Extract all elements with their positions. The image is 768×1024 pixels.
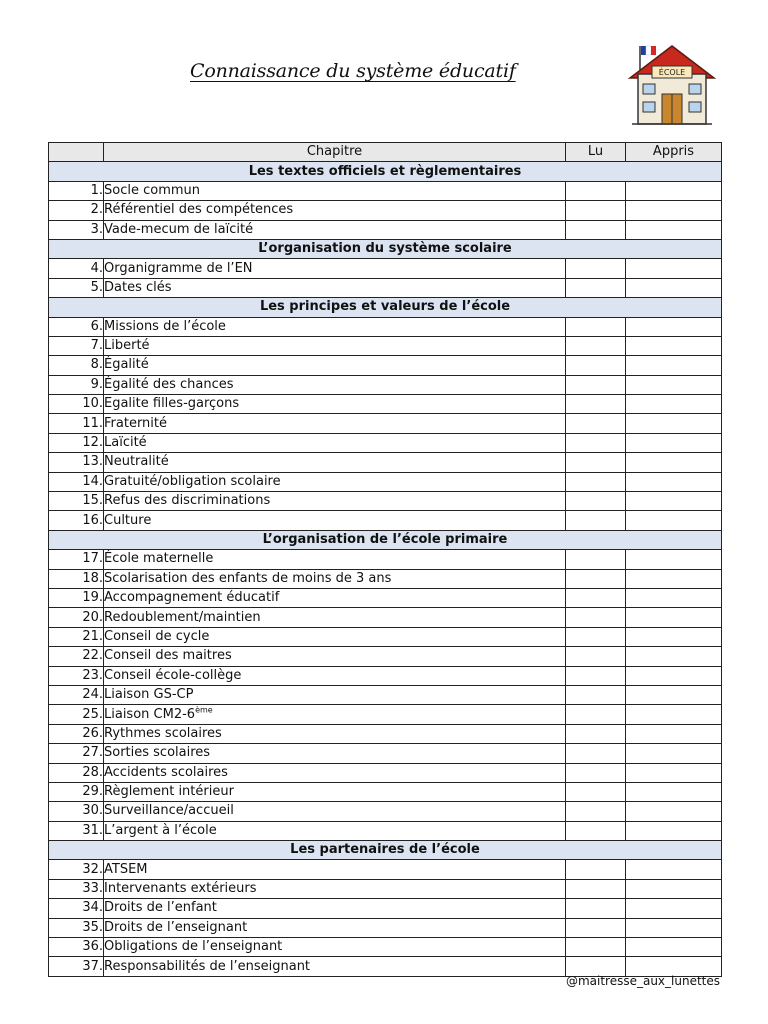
read-checkbox-cell[interactable] — [566, 414, 626, 433]
item-label-cell — [104, 375, 566, 394]
item-number: 22. — [49, 647, 104, 666]
section-header-row — [49, 841, 722, 860]
item-number: 31. — [49, 821, 104, 840]
section-title: L’organisation du système scolaire — [49, 239, 722, 258]
learned-checkbox-cell[interactable] — [626, 705, 722, 724]
section-title: L’organisation de l’école primaire — [49, 530, 722, 549]
school-house-with-flag-icon — [624, 40, 720, 130]
item-number: 10. — [49, 395, 104, 414]
item-number: 30. — [49, 802, 104, 821]
item-label: Vade-mecum de laïcité — [104, 221, 254, 237]
table-row — [49, 492, 722, 511]
read-checkbox-cell[interactable] — [566, 744, 626, 763]
table-row — [49, 375, 722, 394]
item-label: Conseil de cycle — [104, 628, 210, 644]
item-number: 33. — [49, 879, 104, 898]
item-number: 36. — [49, 938, 104, 957]
item-label-cell — [104, 220, 566, 239]
item-label: Liaison GS-CP — [104, 687, 194, 703]
item-label-cell — [104, 608, 566, 627]
item-label: Obligations de l’enseignant — [104, 939, 283, 955]
item-label-cell — [104, 860, 566, 879]
item-number: 16. — [49, 511, 104, 530]
item-label-cell — [104, 395, 566, 414]
item-number: 19. — [49, 588, 104, 607]
item-number: 26. — [49, 724, 104, 743]
item-label: Règlement intérieur — [104, 784, 234, 800]
item-label-cell — [104, 472, 566, 491]
item-label-cell — [104, 899, 566, 918]
item-label: Égalité des chances — [104, 376, 234, 392]
section-title: Les principes et valeurs de l’école — [49, 298, 722, 317]
table-row — [49, 744, 722, 763]
item-label-cell — [104, 666, 566, 685]
learned-checkbox-cell[interactable] — [626, 782, 722, 801]
learned-checkbox-cell[interactable] — [626, 414, 722, 433]
learned-checkbox-cell[interactable] — [626, 685, 722, 704]
read-checkbox-cell[interactable] — [566, 938, 626, 957]
learned-checkbox-cell[interactable] — [626, 569, 722, 588]
table-header-row — [49, 143, 722, 162]
item-number: 24. — [49, 685, 104, 704]
item-label: Neutralité — [104, 454, 169, 470]
table-row — [49, 899, 722, 918]
table-row — [49, 278, 722, 297]
item-number: 35. — [49, 918, 104, 937]
item-number: 17. — [49, 550, 104, 569]
section-header-row — [49, 162, 722, 181]
item-number: 14. — [49, 472, 104, 491]
learned-checkbox-cell[interactable] — [626, 356, 722, 375]
learned-checkbox-cell[interactable] — [626, 899, 722, 918]
read-checkbox-cell[interactable] — [566, 511, 626, 530]
item-number: 27. — [49, 744, 104, 763]
table-row — [49, 588, 722, 607]
table-row — [49, 860, 722, 879]
table-row — [49, 433, 722, 452]
item-label: Refus des discriminations — [104, 493, 271, 509]
item-label: Droits de l’enseignant — [104, 919, 248, 935]
read-checkbox-cell[interactable] — [566, 278, 626, 297]
item-label-cell — [104, 879, 566, 898]
learned-checkbox-cell[interactable] — [626, 220, 722, 239]
learned-checkbox-cell[interactable] — [626, 336, 722, 355]
item-label-cell — [104, 492, 566, 511]
table-row — [49, 608, 722, 627]
section-header-row — [49, 239, 722, 258]
item-label: Liberté — [104, 338, 150, 354]
item-number: 37. — [49, 957, 104, 976]
chapter-checklist-table — [48, 142, 722, 977]
item-number: 12. — [49, 433, 104, 452]
item-label-cell — [104, 647, 566, 666]
item-label-cell — [104, 918, 566, 937]
item-number: 9. — [49, 375, 104, 394]
item-label-cell — [104, 181, 566, 200]
item-number: 4. — [49, 259, 104, 278]
item-label-cell — [104, 685, 566, 704]
learned-checkbox-cell[interactable] — [626, 259, 722, 278]
item-label-cell — [104, 317, 566, 336]
item-label-cell — [104, 511, 566, 530]
learned-checkbox-cell[interactable] — [626, 763, 722, 782]
item-label-cell — [104, 569, 566, 588]
table-row — [49, 550, 722, 569]
item-label: Accompagnement éducatif — [104, 590, 280, 606]
learned-checkbox-cell[interactable] — [626, 860, 722, 879]
learned-checkbox-cell[interactable] — [626, 627, 722, 646]
item-label-cell — [104, 938, 566, 957]
item-label-cell — [104, 336, 566, 355]
item-label-cell — [104, 453, 566, 472]
read-checkbox-cell[interactable] — [566, 666, 626, 685]
learned-checkbox-cell[interactable] — [626, 821, 722, 840]
table-row — [49, 685, 722, 704]
item-label: Redoublement/maintien — [104, 609, 261, 625]
table-row — [49, 724, 722, 743]
document-title: Connaissance du système éducatif — [190, 60, 516, 82]
learned-checkbox-cell[interactable] — [626, 802, 722, 821]
section-title: Les partenaires de l’école — [49, 841, 722, 860]
read-checkbox-cell[interactable] — [566, 918, 626, 937]
table-row — [49, 259, 722, 278]
item-label: Organigramme de l’EN — [104, 260, 253, 276]
table-row — [49, 821, 722, 840]
item-label: Responsabilités de l’enseignant — [104, 958, 311, 974]
section-title: Les textes officiels et règlementaires — [49, 162, 722, 181]
table-row — [49, 453, 722, 472]
item-label-cell — [104, 550, 566, 569]
item-label-cell — [104, 821, 566, 840]
learned-checkbox-cell[interactable] — [626, 317, 722, 336]
item-label: Référentiel des compétences — [104, 202, 294, 218]
learned-checkbox-cell[interactable] — [626, 879, 722, 898]
item-label-cell — [104, 802, 566, 821]
read-checkbox-cell[interactable] — [566, 821, 626, 840]
number-column-header — [49, 143, 104, 162]
item-number: 21. — [49, 627, 104, 646]
read-checkbox-cell[interactable] — [566, 472, 626, 491]
learned-checkbox-cell[interactable] — [626, 744, 722, 763]
item-number: 6. — [49, 317, 104, 336]
item-label-cell — [104, 705, 566, 724]
item-label: Intervenants extérieurs — [104, 881, 257, 897]
item-number: 28. — [49, 763, 104, 782]
table-row — [49, 220, 722, 239]
item-number: 13. — [49, 453, 104, 472]
item-label: Conseil école-collège — [104, 667, 242, 683]
item-number: 25. — [49, 705, 104, 724]
learned-checkbox-cell[interactable] — [626, 375, 722, 394]
table-row — [49, 802, 722, 821]
item-number: 18. — [49, 569, 104, 588]
table-row — [49, 647, 722, 666]
table-row — [49, 627, 722, 646]
item-label-cell — [104, 201, 566, 220]
learned-checkbox-cell[interactable] — [626, 492, 722, 511]
item-label-cell — [104, 259, 566, 278]
read-checkbox-cell[interactable] — [566, 433, 626, 452]
table-row — [49, 879, 722, 898]
table-row — [49, 317, 722, 336]
item-label: Gratuité/obligation scolaire — [104, 473, 281, 489]
learned-checkbox-cell[interactable] — [626, 666, 722, 685]
read-checkbox-cell[interactable] — [566, 259, 626, 278]
chapter-column-header: Chapitre — [104, 143, 566, 162]
read-checkbox-cell[interactable] — [566, 685, 626, 704]
table-row — [49, 938, 722, 957]
learned-checkbox-cell[interactable] — [626, 918, 722, 937]
item-label: Laïcité — [104, 435, 147, 451]
read-checkbox-cell[interactable] — [566, 317, 626, 336]
read-checkbox-cell[interactable] — [566, 802, 626, 821]
item-label: Liaison CM2-6 — [104, 706, 196, 722]
read-checkbox-cell[interactable] — [566, 356, 626, 375]
item-number: 23. — [49, 666, 104, 685]
read-checkbox-cell[interactable] — [566, 705, 626, 724]
item-label: ATSEM — [104, 861, 148, 877]
learned-checkbox-cell[interactable] — [626, 453, 722, 472]
item-label: Conseil des maitres — [104, 648, 232, 664]
table-row — [49, 782, 722, 801]
item-label: Egalite filles-garçons — [104, 396, 240, 412]
learned-checkbox-cell[interactable] — [626, 938, 722, 957]
learned-checkbox-cell[interactable] — [626, 278, 722, 297]
read-checkbox-cell[interactable] — [566, 627, 626, 646]
item-number: 15. — [49, 492, 104, 511]
item-label-cell — [104, 744, 566, 763]
item-number: 11. — [49, 414, 104, 433]
read-checkbox-cell[interactable] — [566, 336, 626, 355]
table-row — [49, 414, 722, 433]
read-checkbox-cell[interactable] — [566, 375, 626, 394]
item-number: 20. — [49, 608, 104, 627]
table-row — [49, 395, 722, 414]
item-number: 5. — [49, 278, 104, 297]
learned-column-header: Appris — [626, 143, 722, 162]
item-label: Dates clés — [104, 279, 172, 295]
table-row — [49, 336, 722, 355]
item-number: 2. — [49, 201, 104, 220]
item-label-cell — [104, 724, 566, 743]
item-label-cell — [104, 627, 566, 646]
table-row — [49, 705, 722, 724]
table-row — [49, 918, 722, 937]
item-number: 7. — [49, 336, 104, 355]
learned-checkbox-cell[interactable] — [626, 608, 722, 627]
item-label-cell — [104, 763, 566, 782]
learned-checkbox-cell[interactable] — [626, 724, 722, 743]
learned-checkbox-cell[interactable] — [626, 550, 722, 569]
learned-checkbox-cell[interactable] — [626, 472, 722, 491]
item-label-cell — [104, 356, 566, 375]
item-label-cell — [104, 957, 566, 976]
read-checkbox-cell[interactable] — [566, 899, 626, 918]
table-row — [49, 472, 722, 491]
item-label: Accidents scolaires — [104, 764, 228, 780]
table-row — [49, 356, 722, 375]
item-label: Scolarisation des enfants de moins de 3 ans — [104, 570, 392, 586]
item-label-cell — [104, 588, 566, 607]
item-label: Égalité — [104, 357, 149, 373]
item-label-cell — [104, 433, 566, 452]
read-checkbox-cell[interactable] — [566, 860, 626, 879]
author-credit: @maitresse_aux_lunettes — [565, 974, 720, 988]
read-checkbox-cell[interactable] — [566, 782, 626, 801]
item-label: Droits de l’enfant — [104, 900, 217, 916]
learned-checkbox-cell[interactable] — [626, 588, 722, 607]
table-row — [49, 201, 722, 220]
read-checkbox-cell[interactable] — [566, 608, 626, 627]
item-label: Missions de l’école — [104, 318, 226, 334]
item-number: 8. — [49, 356, 104, 375]
item-label: Sorties scolaires — [104, 745, 211, 761]
table-row — [49, 569, 722, 588]
item-number: 29. — [49, 782, 104, 801]
read-checkbox-cell[interactable] — [566, 550, 626, 569]
item-number: 1. — [49, 181, 104, 200]
item-label-cell — [104, 414, 566, 433]
read-column-header: Lu — [566, 143, 626, 162]
learned-checkbox-cell[interactable] — [626, 511, 722, 530]
item-label: Rythmes scolaires — [104, 725, 222, 741]
item-label: École maternelle — [104, 551, 214, 567]
item-number: 34. — [49, 899, 104, 918]
item-number: 3. — [49, 220, 104, 239]
table-row — [49, 511, 722, 530]
read-checkbox-cell[interactable] — [566, 395, 626, 414]
read-checkbox-cell[interactable] — [566, 588, 626, 607]
item-label: Socle commun — [104, 182, 201, 198]
read-checkbox-cell[interactable] — [566, 763, 626, 782]
section-header-row — [49, 298, 722, 317]
item-label-cell — [104, 782, 566, 801]
read-checkbox-cell[interactable] — [566, 879, 626, 898]
learned-checkbox-cell[interactable] — [626, 395, 722, 414]
read-checkbox-cell[interactable] — [566, 220, 626, 239]
item-label-cell — [104, 278, 566, 297]
item-label: Fraternité — [104, 415, 168, 431]
learned-checkbox-cell[interactable] — [626, 433, 722, 452]
school-sign-text: ÉCOLE — [658, 68, 686, 77]
item-label: Culture — [104, 512, 152, 528]
item-label: Surveillance/accueil — [104, 803, 234, 819]
table-row — [49, 666, 722, 685]
item-label-superscript: ème — [195, 705, 213, 715]
read-checkbox-cell[interactable] — [566, 201, 626, 220]
table-row — [49, 181, 722, 200]
item-number: 32. — [49, 860, 104, 879]
section-header-row — [49, 530, 722, 549]
read-checkbox-cell[interactable] — [566, 492, 626, 511]
read-checkbox-cell[interactable] — [566, 453, 626, 472]
learned-checkbox-cell[interactable] — [626, 647, 722, 666]
table-row — [49, 763, 722, 782]
learned-checkbox-cell[interactable] — [626, 201, 722, 220]
read-checkbox-cell[interactable] — [566, 647, 626, 666]
read-checkbox-cell[interactable] — [566, 724, 626, 743]
item-label: L’argent à l’école — [104, 822, 217, 838]
read-checkbox-cell[interactable] — [566, 181, 626, 200]
read-checkbox-cell[interactable] — [566, 569, 626, 588]
learned-checkbox-cell[interactable] — [626, 181, 722, 200]
